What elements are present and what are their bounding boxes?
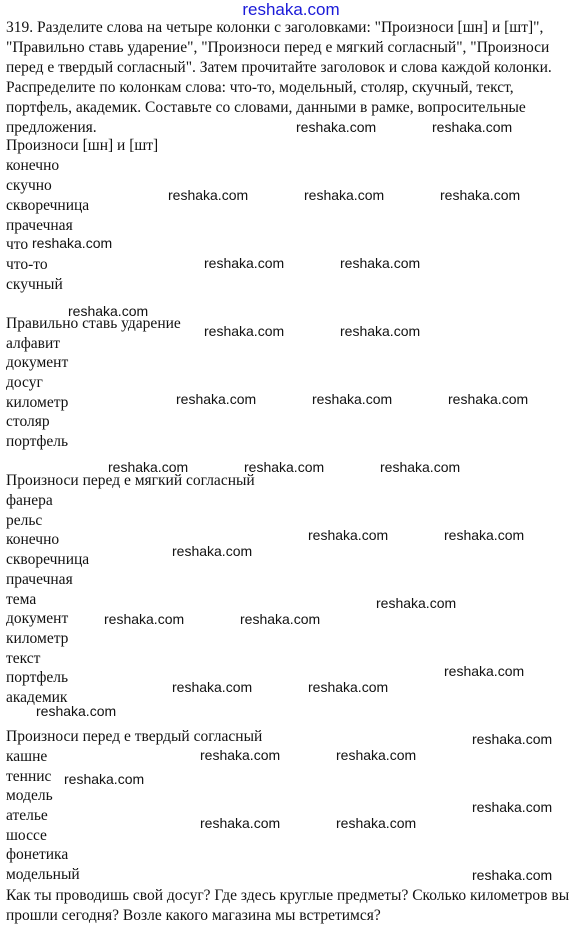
word-item: теннис <box>6 768 52 785</box>
watermark: reshaka.com <box>308 679 389 695</box>
word-item: ателье <box>6 807 48 824</box>
questions-text: Как ты проводишь свой досуг? Где здесь круглые предметы? Сколько километров вы прошли сегодня? Возле какого магазина мы встретимся? <box>6 887 570 924</box>
watermark: reshaka.com <box>64 771 145 787</box>
word-item: скворечница <box>6 197 90 214</box>
word-item: фанера <box>6 492 53 509</box>
watermark: reshaka.com <box>472 799 553 815</box>
watermark: reshaka.com <box>308 527 389 543</box>
word-item: документ <box>6 354 69 371</box>
watermark: reshaka.com <box>380 459 461 475</box>
word-item: документ <box>6 610 69 627</box>
watermark: reshaka.com <box>432 119 513 135</box>
section-title-stress: Правильно ставь ударение <box>6 315 181 332</box>
word-item: километр <box>6 630 69 647</box>
word-item: километр <box>6 394 69 411</box>
watermark: reshaka.com <box>440 187 521 203</box>
word-item: что <box>6 236 29 253</box>
word-item: портфель <box>6 433 69 450</box>
section-title-hard: Произноси перед е твердый согласный <box>6 728 263 745</box>
watermark: reshaka.com <box>176 391 257 407</box>
word-item: конечно <box>6 157 60 174</box>
watermark: reshaka.com <box>204 255 285 271</box>
word-item: текст <box>6 650 41 667</box>
section-title-soft: Произноси перед е мягкий согласный <box>6 472 255 489</box>
watermark: reshaka.com <box>104 611 185 627</box>
word-item: алфавит <box>6 335 61 352</box>
watermark: reshaka.com <box>340 255 421 271</box>
watermark: reshaka.com <box>472 731 553 747</box>
watermark: reshaka.com <box>336 747 417 763</box>
word-item: что-то <box>6 256 48 273</box>
word-item: столяр <box>6 413 50 430</box>
word-item: скучный <box>6 276 63 293</box>
word-item: прачечная <box>6 217 73 234</box>
word-item: скучно <box>6 177 52 194</box>
word-item: конечно <box>6 531 60 548</box>
word-item: модельный <box>6 866 80 883</box>
watermark: reshaka.com <box>312 391 393 407</box>
task-text: 319. Разделите слова на четыре колонки с заголовками: "Произноси [шн] и [шт]", "Правильно ставь ударение", "Произноси перед е мягкий согласный", "Произноси перед е твердый согласный". Затем прочитайте заголовок и слова каждой колонки. Распределите по колонкам слова: что-то, модельный, столяр, скучный, текст, портфель, академик. Составьте со словами, данными в рамке, вопросительные предложения. <box>6 19 552 136</box>
word-item: тема <box>6 591 37 608</box>
word-item: фонетика <box>6 846 69 863</box>
watermark: reshaka.com <box>36 703 117 719</box>
watermark: reshaka.com <box>68 303 149 319</box>
word-item: портфель <box>6 669 69 686</box>
word-item: кашне <box>6 748 48 765</box>
watermark: reshaka.com <box>304 187 385 203</box>
watermark: reshaka.com <box>200 747 281 763</box>
watermark: reshaka.com <box>240 611 321 627</box>
watermark: reshaka.com <box>172 543 253 559</box>
watermark: reshaka.com <box>296 119 377 135</box>
site-watermark-header: reshaka.com <box>242 0 340 19</box>
word-item: модель <box>6 787 53 804</box>
watermark: reshaka.com <box>472 867 553 883</box>
watermark: reshaka.com <box>32 235 113 251</box>
watermark: reshaka.com <box>244 459 325 475</box>
watermark: reshaka.com <box>444 663 525 679</box>
word-item: прачечная <box>6 571 73 588</box>
watermark: reshaka.com <box>336 815 417 831</box>
word-item: академик <box>6 689 68 706</box>
watermark: reshaka.com <box>168 187 249 203</box>
watermark: reshaka.com <box>448 391 529 407</box>
watermark: reshaka.com <box>108 459 189 475</box>
watermark: reshaka.com <box>444 527 525 543</box>
word-item: скворечница <box>6 551 90 568</box>
word-item: шоссе <box>6 827 47 844</box>
watermark: reshaka.com <box>376 595 457 611</box>
watermark: reshaka.com <box>172 679 253 695</box>
watermark: reshaka.com <box>200 815 281 831</box>
watermark: reshaka.com <box>204 323 285 339</box>
word-item: досуг <box>6 374 43 391</box>
word-item: рельс <box>6 512 43 529</box>
watermark: reshaka.com <box>340 323 421 339</box>
section-title-sh: Произноси [шн] и [шт] <box>6 137 159 154</box>
